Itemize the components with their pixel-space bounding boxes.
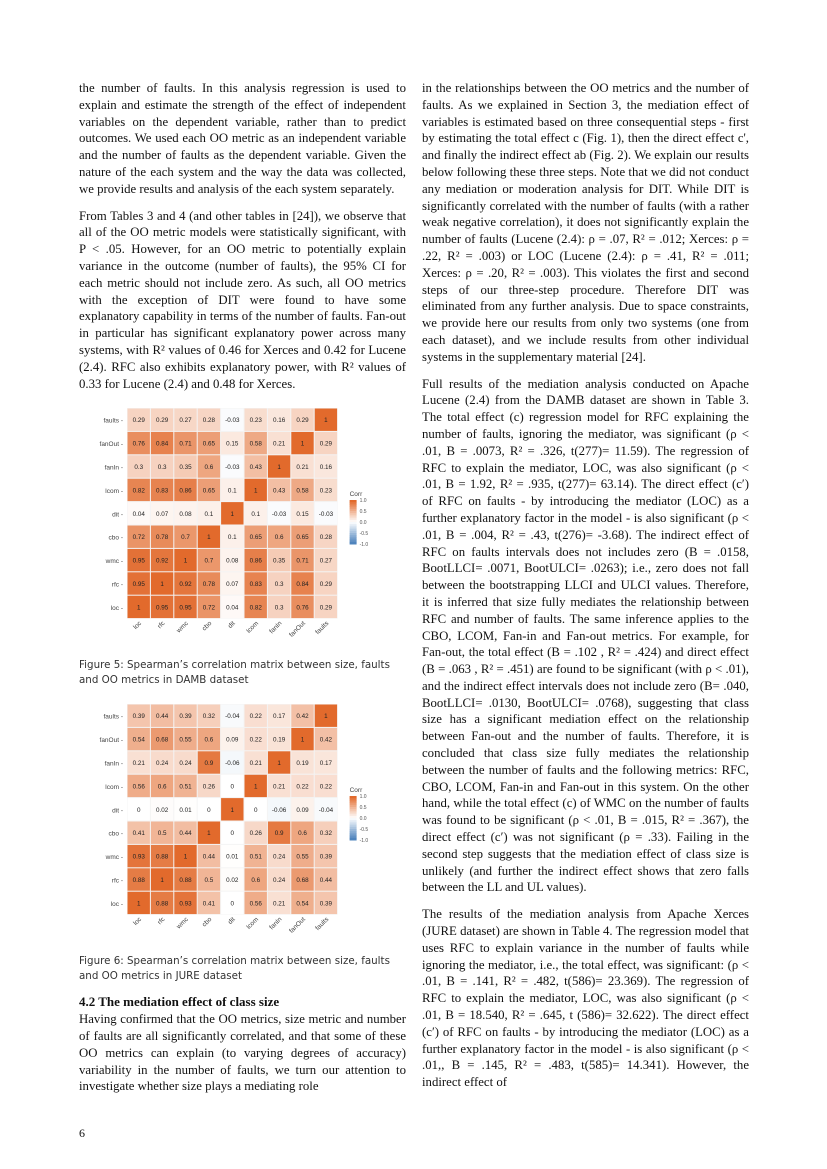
cell-value: 0.44 — [155, 713, 169, 721]
y-tick-label: fanIn - — [104, 464, 123, 472]
y-tick-label: fanOut - — [99, 737, 123, 745]
cell-value: 0.24 — [272, 877, 286, 885]
cell-value: 0 — [207, 807, 211, 815]
right-paragraph-2: Full results of the mediation analysis conducted on Apache Lucene (2.4) from the DAMB dataset are shown in Table 3. The total effect (c) regression model for RFC explaining the number of faults, ignoring the mediator, was significant (ρ < .01, B = .0073, R² = .326, t(277)= 11.59). The regression of RFC to explain the mediator, LOC, was also significant (ρ < .01, B = 1.92, R² = .935, t(277)= 63.14). The direct effect (c′) of RFC on faults - by introducing the mediator (LOC) as a further explanatory factor in the model - is also significant (ρ < .01, B = .004, R² = .43, t(276)= -3.68). The indirect effect of RFC on faults intervals does not includes zero (B = .0158, BootLLCI= .0071, BootULCI= .0263); i.e., zero does not fall between the bootstrapping LLCI and ULCI values. Therefore, it is inferred that size fully mediates the relationship between RFC and number of faults. The same inference applies to the CBO, LCOM, Fan-in and Fan-out metrics. For example, for Fan-out, the total effect (B = .102 , R² = .424) and direct effect (B = .063 , R² = .451) are found to be significant (with ρ < .01), and the indirect effect intervals does not include zero (B= .040, BootLLCI= .0130, BootULCI= .0768), suggesting that class size has a significant mediation effect on the relationship between Fan-out and the number of faults. Therefore, it is concluded that class size fully mediates the relationship between the number of faults and the following metrics: RFC, CBO, LCOM, Fan-in and Fan-out in this system. On the other hand, while the total effect (c) of WMC on the number of faults was found to be significant (ρ < .01, B = .015, R² = .367), the direct effect (c′) was not significant (ρ = .33). Failing in the second step suggests that the mediation effect of class size is unlikely (and further the indirect effect shows that zero falls between the LL and UL values). — [422, 376, 749, 895]
figure-5 — [79, 402, 406, 688]
cell-value: 0.55 — [296, 853, 309, 861]
cell-value: 0.01 — [179, 807, 192, 815]
cell-value: 0.29 — [319, 581, 333, 589]
y-tick-label: loc - — [110, 901, 123, 909]
page-number: 6 — [79, 1126, 85, 1140]
cell-value: 0.42 — [319, 736, 333, 744]
figure-5-caption: Figure 5: Spearman’s correlation matrix between size, faults and OO metrics in DAMB dataset — [79, 659, 390, 687]
cell-value: 0.93 — [179, 900, 192, 908]
left-paragraph-3: Having confirmed that the OO metrics, size metric and number of faults are all significantly correlated, and that some of these OO metrics can explain (to varying degrees of accuracy) variability in the number of faults, we turn our attention to investigate whether size plays a mediating role — [79, 1012, 406, 1094]
cell-value: 0.09 — [226, 736, 239, 744]
cell-value: 0.56 — [132, 783, 145, 791]
x-tick-label: lcom — [245, 620, 261, 636]
cell-value: 1 — [277, 464, 281, 472]
x-tick-label: fanOut — [288, 916, 307, 936]
cell-value: 0.16 — [272, 417, 286, 425]
cell-value: 0.6 — [157, 783, 167, 791]
cell-value: 0.78 — [155, 534, 169, 542]
cell-value: 0.92 — [155, 557, 169, 565]
cell-value: 0.28 — [202, 417, 216, 425]
cell-value: 0.19 — [272, 736, 286, 744]
cell-value: 0.84 — [155, 440, 169, 448]
figure-6 — [79, 698, 406, 984]
cell-value: 0.76 — [132, 440, 145, 448]
section-heading: 4.2 The mediation effect of class size — [79, 994, 280, 1010]
cell-value: 0.15 — [226, 440, 239, 448]
cell-value: 0.24 — [272, 853, 286, 861]
x-tick-label: dit — [226, 916, 237, 927]
cell-value: 0.54 — [132, 736, 145, 744]
cell-value: 0 — [230, 900, 235, 908]
cell-value: 0.44 — [202, 853, 216, 861]
x-tick-label: faults — [314, 620, 331, 637]
cell-value: 0.95 — [155, 604, 169, 612]
x-tick-label: wmc — [175, 916, 190, 931]
cell-value: 0.29 — [155, 417, 169, 425]
cell-value: 0.88 — [155, 853, 169, 861]
cell-value: 1 — [300, 440, 305, 448]
cell-value: 0.02 — [155, 807, 169, 815]
left-column — [79, 80, 406, 1095]
cell-value: -0.04 — [318, 807, 334, 815]
heatmap-jure — [79, 698, 406, 948]
cell-value: 0.88 — [155, 900, 169, 908]
cell-value: 0.88 — [132, 877, 145, 885]
cell-value: 0.82 — [249, 604, 262, 612]
cell-value: 0.28 — [319, 534, 333, 542]
cell-value: 0.23 — [319, 487, 333, 495]
cell-value: 1 — [324, 417, 328, 425]
cell-value: 0.07 — [226, 581, 239, 589]
cell-value: 0.21 — [272, 783, 286, 791]
figure-6-caption: Figure 6: Spearman’s correlation matrix between size, faults and OO metrics in JURE dataset — [79, 955, 390, 983]
cell-value: 0.84 — [296, 581, 309, 589]
cell-value: 0.6 — [274, 534, 284, 542]
x-tick-label: cbo — [200, 620, 214, 633]
cell-value: 0 — [253, 807, 258, 815]
cell-value: 0.1 — [251, 511, 261, 519]
x-tick-label: faults — [314, 916, 331, 933]
cell-value: 0.5 — [204, 877, 214, 885]
cell-value: 0.29 — [319, 440, 333, 448]
y-tick-label: rfc - — [111, 877, 123, 885]
cell-value: 0.88 — [179, 877, 192, 885]
cell-value: 0.22 — [296, 783, 309, 791]
y-tick-label: fanIn - — [104, 760, 123, 768]
cell-value: -0.03 — [271, 511, 287, 519]
cell-value: 1 — [300, 736, 305, 744]
cell-value: 0.43 — [272, 487, 286, 495]
cell-value: 1 — [183, 853, 188, 861]
cell-value: 0.21 — [249, 760, 262, 768]
cell-value: 0.21 — [296, 464, 309, 472]
cell-value: 0.01 — [226, 853, 239, 861]
legend-tick-label: 1.0 — [359, 794, 367, 801]
cell-value: 0.95 — [132, 581, 145, 589]
cell-value: 0.95 — [179, 604, 192, 612]
cell-value: 1 — [230, 511, 235, 519]
cell-value: 0.92 — [179, 581, 192, 589]
cell-value: 0.39 — [179, 713, 192, 721]
cell-value: 0.7 — [204, 557, 214, 565]
cell-value: 0.3 — [274, 604, 284, 612]
cell-value: 0.6 — [204, 736, 214, 744]
cell-value: 0.3 — [157, 464, 167, 472]
legend-tick-label: 1.0 — [359, 498, 367, 505]
y-tick-label: faults - — [103, 714, 123, 722]
cell-value: 0.58 — [296, 487, 309, 495]
x-tick-label: rfc — [156, 916, 167, 927]
cell-value: -0.06 — [271, 807, 287, 815]
cell-value: 0.24 — [179, 760, 192, 768]
cell-value: 0.09 — [296, 807, 309, 815]
legend-swatch — [350, 542, 357, 545]
cell-value: 1 — [160, 877, 164, 885]
cell-value: 0.65 — [202, 487, 216, 495]
cell-value: 0.43 — [249, 464, 262, 472]
cell-value: 0.3 — [274, 581, 284, 589]
cell-value: 1 — [324, 713, 328, 721]
cell-value: 0.95 — [132, 557, 145, 565]
cell-value: 0.22 — [249, 736, 262, 744]
cell-value: -0.03 — [225, 464, 240, 472]
legend-tick-label: -1.0 — [359, 838, 369, 845]
cell-value: 0.58 — [249, 440, 262, 448]
cell-value: 0.83 — [155, 487, 169, 495]
cell-value: 0.21 — [272, 440, 286, 448]
cell-value: 0.42 — [296, 713, 309, 721]
legend-tick-label: -0.5 — [359, 531, 369, 538]
cell-value: 1 — [207, 830, 211, 838]
cell-value: 0.6 — [251, 877, 261, 885]
cell-value: 0.82 — [132, 487, 145, 495]
cell-value: 0.29 — [319, 604, 333, 612]
y-tick-label: dit - — [112, 807, 123, 815]
cell-value: 0.26 — [249, 830, 262, 838]
cell-value: 0.41 — [132, 830, 145, 838]
cell-value: 0.08 — [226, 557, 239, 565]
heatmap-damb — [79, 402, 406, 652]
cell-value: 0.39 — [319, 853, 333, 861]
cell-value: 1 — [253, 783, 258, 791]
cell-value: 0.65 — [202, 440, 216, 448]
cell-value: 0 — [230, 830, 235, 838]
cell-value: 0.19 — [296, 760, 309, 768]
legend-tick-label: 0.0 — [359, 816, 367, 823]
cell-value: 0.39 — [319, 900, 333, 908]
y-tick-label: rfc - — [111, 581, 123, 589]
right-paragraph-3: The results of the mediation analysis from Apache Xerces (JURE dataset) are shown in Table 4. The regression model that uses RFC to explain variance in the number of faults while ignoring the mediator, i.e., the total effect, was significant: (ρ < .01, B = .141, R² = .482, t(586)= 23.369). The regression of RFC to explain the mediator, LOC, was also significant (ρ < .01, B = 18.540, R² = .645, t (586)= 32.622). The direct effect (c′) of RFC on faults - by introducing the mediator (LOC) as a further explanatory factor in the model - is also significant (ρ < .01,, B = .145, R² = .483, t(585)= 14.341). However, the indirect effect of — [422, 907, 749, 1090]
x-tick-label: lcom — [245, 916, 261, 932]
cell-value: 1 — [183, 557, 188, 565]
legend-title: Corr — [349, 787, 363, 795]
cell-value: 1 — [277, 760, 281, 768]
cell-value: 1 — [136, 604, 141, 612]
cell-value: -0.04 — [225, 713, 240, 721]
cell-value: 0.71 — [296, 557, 309, 565]
cell-value: 0.6 — [298, 830, 307, 838]
y-tick-label: lcom - — [105, 784, 123, 792]
y-tick-label: dit - — [112, 511, 123, 519]
cell-value: 0.23 — [249, 417, 262, 425]
cell-value: 0.68 — [296, 877, 309, 885]
right-column — [422, 80, 749, 1091]
cell-value: -0.03 — [225, 417, 240, 425]
y-tick-label: lcom - — [105, 488, 123, 496]
y-tick-label: cbo - — [108, 831, 123, 839]
cell-value: 0.29 — [132, 417, 145, 425]
cell-value: 0.56 — [249, 900, 262, 908]
cell-value: 0.24 — [155, 760, 169, 768]
cell-value: 0.9 — [274, 830, 284, 838]
cell-value: 0.22 — [319, 783, 333, 791]
cell-value: 0.86 — [249, 557, 262, 565]
cell-value: 0.16 — [319, 464, 333, 472]
cell-value: 0.22 — [249, 713, 262, 721]
cell-value: 0.86 — [179, 487, 192, 495]
cell-value: 1 — [253, 487, 258, 495]
cell-value: 0.3 — [134, 464, 144, 472]
cell-value: 0.39 — [132, 713, 145, 721]
cell-value: 1 — [136, 900, 141, 908]
x-tick-label: fanOut — [288, 620, 307, 640]
left-paragraph-1: the number of faults. In this analysis regression is used to explain and estimate the strength of the effect of independent variables on the dependent variable, rather than to predict outcomes. We used each OO metric as an independent variable and the number of faults as the dependent variable. Given the nature of the each system and the way the data was collected, we provide results and analysis of the each system separately. — [79, 81, 406, 196]
cell-value: -0.03 — [318, 511, 334, 519]
legend-tick-label: 0.5 — [359, 805, 367, 812]
y-tick-label: fanOut - — [99, 441, 123, 449]
cell-value: 0.21 — [132, 760, 145, 768]
cell-value: 0.21 — [272, 900, 286, 908]
cell-value: 0.32 — [202, 713, 216, 721]
cell-value: 0.5 — [157, 830, 167, 838]
cell-value: -0.06 — [225, 760, 240, 768]
cell-value: 0.7 — [181, 534, 190, 542]
cell-value: 0.51 — [249, 853, 262, 861]
x-tick-label: cbo — [200, 916, 214, 929]
cell-value: 0.35 — [179, 464, 192, 472]
cell-value: 0.07 — [155, 511, 169, 519]
x-tick-label: loc — [132, 916, 144, 928]
legend-title: Corr — [349, 491, 363, 499]
cell-value: 0.27 — [179, 417, 192, 425]
cell-value: 0.76 — [296, 604, 309, 612]
x-tick-label: dit — [226, 620, 237, 631]
legend-tick-label: -1.0 — [359, 542, 369, 549]
cell-value: 0.17 — [272, 713, 286, 721]
cell-value: 0.32 — [319, 830, 333, 838]
cell-value: 0.78 — [202, 581, 216, 589]
cell-value: 0 — [230, 783, 235, 791]
cell-value: 0.44 — [319, 877, 333, 885]
cell-value: 0.1 — [227, 487, 237, 495]
cell-value: 0.1 — [204, 511, 214, 519]
cell-value: 0.71 — [179, 440, 192, 448]
cell-value: 0.83 — [249, 581, 262, 589]
cell-value: 0.44 — [179, 830, 192, 838]
y-tick-label: faults - — [103, 418, 123, 426]
cell-value: 0.08 — [179, 511, 192, 519]
cell-value: 1 — [160, 581, 164, 589]
cell-value: 0.26 — [202, 783, 216, 791]
left-paragraph-2: From Tables 3 and 4 (and other tables in [24]), we observe that all of the OO metric models were statistically significant, with P < .05. However, for an OO metric to potentially explain variance in the outcome (number of faults), the 95% CI for each metric should not include zero. As such, all OO metrics with the exception of DIT were found to have some explanatory capability in terms of the number of faults. Fan-out in particular has significant explanatory power across many systems, with R² values of 0.46 for Xerces and 0.42 for Lucene (2.4). RFC also exhibits explanatory power, with R² values of 0.33 for Lucene (2.4) and 0.48 for Xerces. — [79, 208, 406, 391]
legend-tick-label: -0.5 — [359, 827, 369, 834]
cell-value: 0.17 — [319, 760, 333, 768]
cell-value: 0.15 — [296, 511, 309, 519]
cell-value: 0.65 — [249, 534, 262, 542]
cell-value: 0.35 — [272, 557, 286, 565]
cell-value: 0.72 — [132, 534, 145, 542]
cell-value: 0.29 — [296, 417, 309, 425]
x-tick-label: loc — [132, 620, 144, 632]
y-tick-label: loc - — [110, 605, 123, 613]
cell-value: 0.65 — [296, 534, 309, 542]
legend-swatch — [350, 838, 357, 841]
cell-value: 0.27 — [319, 557, 333, 565]
cell-value: 0.04 — [226, 604, 239, 612]
y-tick-label: wmc - — [105, 854, 123, 862]
cell-value: 0.72 — [202, 604, 216, 612]
right-paragraph-1: in the relationships between the OO metrics and the number of faults. As we explained in Section 3, the mediation effect of variables is estimated based on three consequential steps - first by estimating the total effect c (Fig. 1), then the direct effect c', and finally the indirect effect ab (Fig. 2). We explain our results below following these three steps. Note that we did not conduct any mediation or moderation analysis for DIT. While DIT is significantly correlated with the number of faults (with a rather weak negative correlation), it does not significantly explain the number of faults (Lucene (2.4): ρ = .07, R² = .012; Xerces: ρ = .22, R² = .003) or LOC (Lucene (2.4): ρ = .41, R² = .011; Xerces: ρ = .20, R² = .003). This violates the first and second steps of our three-step procedure. Therefore DIT was eliminated from any further analysis. Due to space constraints, we provide here our results from only two systems (one from each dataset), and we include results from other individual systems in the supplementary material [24]. — [422, 81, 749, 364]
x-tick-label: fanIn — [268, 620, 284, 636]
cell-value: 0.1 — [227, 534, 237, 542]
cell-value: 0.93 — [132, 853, 145, 861]
cell-value: 0 — [136, 807, 141, 815]
x-tick-label: fanIn — [268, 916, 284, 932]
cell-value: 0.54 — [296, 900, 309, 908]
cell-value: 0.55 — [179, 736, 192, 744]
cell-value: 0.41 — [202, 900, 216, 908]
legend-tick-label: 0.0 — [359, 520, 367, 527]
cell-value: 1 — [207, 534, 211, 542]
x-tick-label: rfc — [156, 620, 167, 631]
cell-value: 0.68 — [155, 736, 169, 744]
cell-value: 1 — [230, 807, 235, 815]
cell-value: 0.02 — [226, 877, 239, 885]
legend-tick-label: 0.5 — [359, 509, 367, 516]
cell-value: 0.9 — [204, 760, 214, 768]
cell-value: 0.6 — [204, 464, 214, 472]
x-tick-label: wmc — [175, 620, 190, 635]
y-tick-label: wmc - — [105, 558, 123, 566]
cell-value: 0.04 — [132, 511, 145, 519]
cell-value: 0.51 — [179, 783, 192, 791]
y-tick-label: cbo - — [108, 535, 123, 543]
